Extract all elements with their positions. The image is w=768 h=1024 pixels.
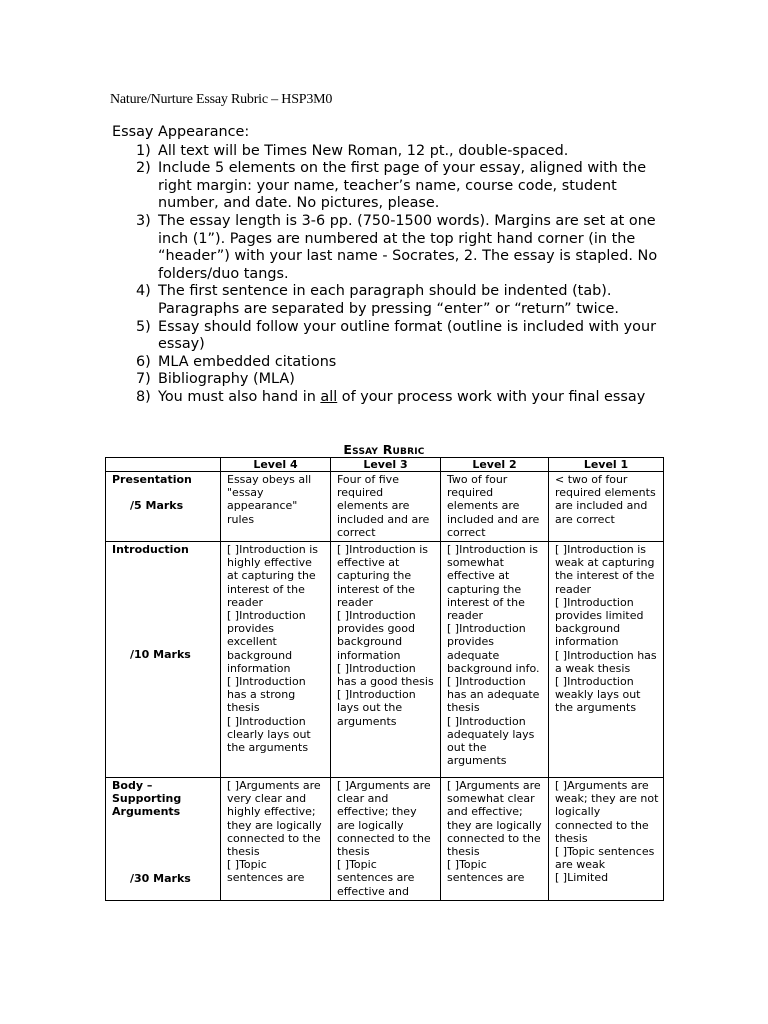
requirement-text: Essay should follow your outline format (outline is included with your essay) <box>158 318 657 353</box>
requirement-text: MLA embedded citations <box>158 353 337 370</box>
requirement-item <box>112 389 672 407</box>
requirement-item <box>112 213 672 283</box>
requirement-number: 7) <box>136 371 151 388</box>
appearance-requirements-list <box>112 143 672 407</box>
requirement-text: The first sentence in each paragraph should be indented (tab). Paragraphs are separated by pressing “enter” or “return” twice. <box>158 283 619 317</box>
requirement-number: 2) <box>136 160 151 177</box>
requirement-number: 6) <box>136 353 151 370</box>
rubric-cell: [ ]Arguments are somewhat clear and effective; they are logically connected to the thesis [ ]Topic sentences are <box>441 778 549 901</box>
rubric-cell: [ ]Introduction is weak at capturing the interest of the reader [ ]Introduction provides limited background information [ ]Introduction has a weak thesis [ ]Introduction weakly lays out the arguments <box>549 542 664 778</box>
requirement-number: 3) <box>136 212 151 229</box>
criterion-name: Presentation <box>112 473 192 486</box>
rubric-table <box>105 457 664 901</box>
rubric-cell: Four of five required elements are included and are correct <box>331 472 441 542</box>
requirement-emphasis: all <box>320 388 338 405</box>
requirement-item <box>112 354 672 372</box>
requirement-number: 5) <box>136 318 151 335</box>
rubric-header-cell <box>106 458 221 472</box>
essay-appearance-section <box>112 124 672 407</box>
rubric-row <box>106 472 664 542</box>
rubric-cell: [ ]Introduction is somewhat effective at capturing the interest of the reader [ ]Introduction provides adequate background info. [ ]Introduction has an adequate thesis [ ]Introduction adequately lays out the arguments <box>441 542 549 778</box>
requirement-text: You must also hand in <box>158 388 321 405</box>
rubric-header-cell: Level 3 <box>331 458 441 472</box>
rubric-cell: [ ]Introduction is highly effective at capturing the interest of the reader [ ]Introduction provides excellent background information [ ]Introduction has a strong thesis [ ]Introduction clearly lays out the arguments <box>221 542 331 778</box>
rubric-row <box>106 542 664 778</box>
rubric-header-cell: Level 1 <box>549 458 664 472</box>
rubric-row <box>106 778 664 901</box>
rubric-header-cell: Level 2 <box>441 458 549 472</box>
criterion-marks: /5 Marks <box>130 499 184 513</box>
criterion-cell <box>106 778 221 901</box>
rubric-header-row <box>106 458 664 472</box>
criterion-name: Body – Supporting Arguments <box>112 779 182 819</box>
rubric-cell: [ ]Introduction is effective at capturing the interest of the reader [ ]Introduction provides good background information [ ]Introduction has a good thesis [ ]Introduction lays out the arguments <box>331 542 441 778</box>
rubric-title: Essay Rubric <box>343 442 425 457</box>
criterion-cell <box>106 542 221 778</box>
criterion-name: Introduction <box>112 543 189 557</box>
requirement-text: Bibliography (MLA) <box>158 371 295 388</box>
requirement-text: Include 5 elements on the first page of your essay, aligned with the right margin: your name, teacher’s name, course code, student number, and date. No pictures, please. <box>158 160 647 212</box>
requirement-item <box>112 143 672 161</box>
rubric-cell: [ ]Arguments are very clear and highly effective; they are logically connected to the thesis [ ]Topic sentences are <box>221 778 331 901</box>
rubric-cell: [ ]Arguments are clear and effective; they are logically connected to the thesis [ ]Topic sentences are effective and <box>331 778 441 901</box>
requirement-number: 4) <box>136 283 151 300</box>
rubric-cell: Two of four required elements are included and are correct <box>441 472 549 542</box>
essay-appearance-heading: Essay Appearance: <box>112 124 250 140</box>
rubric-cell: Essay obeys all "essay appearance" rules <box>221 472 331 542</box>
criterion-cell <box>106 472 221 542</box>
requirement-item <box>112 319 672 354</box>
requirement-item <box>112 160 672 213</box>
requirement-text: The essay length is 3-6 pp. (750-1500 words). Margins are set at one inch (1”). Pages are numbered at the top right hand corner (in the “header”) with your last name - Socrates, 2. The essay is stapled. No folders/duo tangs. <box>158 212 658 282</box>
document-title: Nature/Nurture Essay Rubric – HSP3M0 <box>110 92 333 107</box>
requirement-text: All text will be Times New Roman, 12 pt., double-spaced. <box>158 142 569 159</box>
requirement-item <box>112 283 672 318</box>
requirement-number: 8) <box>136 388 151 405</box>
rubric-cell: [ ]Arguments are weak; they are not logically connected to the thesis [ ]Topic sentences are weak [ ]Limited <box>549 778 664 901</box>
rubric-header-cell: Level 4 <box>221 458 331 472</box>
requirement-text: of your process work with your final essay <box>337 388 646 405</box>
criterion-marks: /10 Marks <box>130 648 191 662</box>
requirement-item <box>112 371 672 389</box>
rubric-cell: < two of four required elements are included and are correct <box>549 472 664 542</box>
requirement-number: 1) <box>136 142 151 159</box>
criterion-marks: /30 Marks <box>130 871 191 885</box>
